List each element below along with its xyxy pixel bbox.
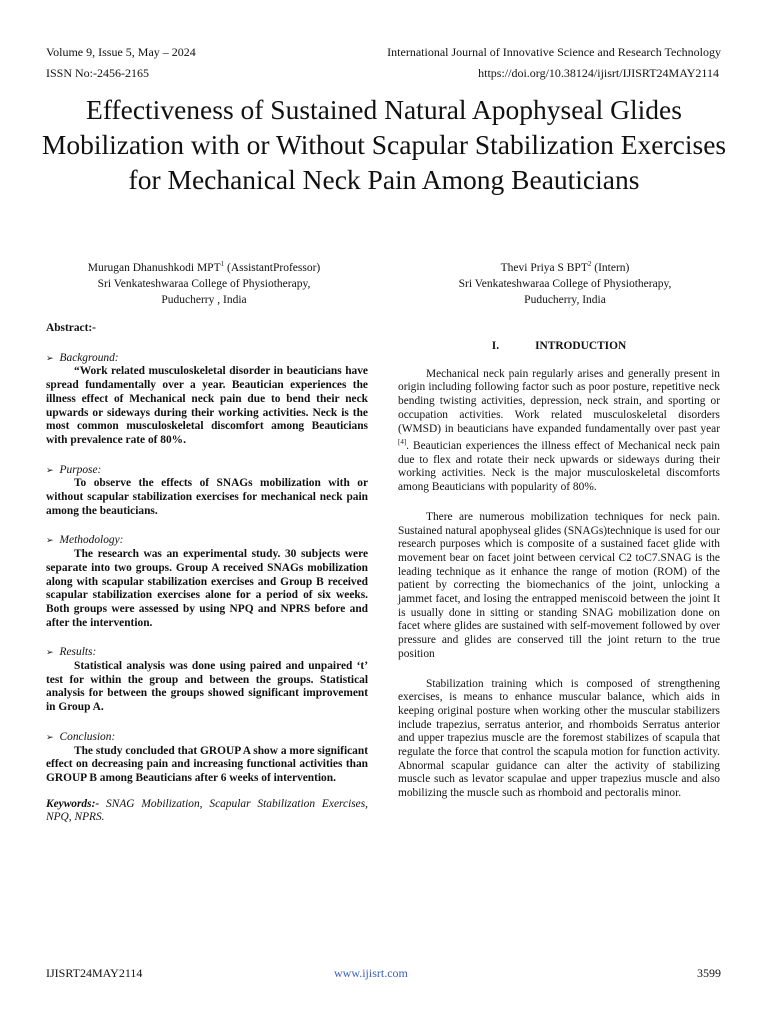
author-location: Puducherry, India bbox=[524, 293, 606, 306]
background-text: “Work related musculoskeletal disorder in beauticians have spread fundamentally over a year. Beautician experiences the illness effect of Mechanical neck pain due to bend their neck upwards or sideways during their working activities. Neck is the most common musculoskeletal discomfort among Beauticians with prevalence rate of 80%. bbox=[46, 365, 368, 446]
purpose-heading: ➢ Purpose: bbox=[46, 463, 102, 476]
arrow-bullet-icon: ➢ bbox=[46, 731, 54, 742]
intro-paragraph-1: Mechanical neck pain regularly arises and generally present in origin including following factor such as poor posture, repetitive neck bending twisting activities, depression, neck strain, and sporting or occupation activities. Work related musculoskeletal disorders (WMSD) in beauticians have expanded fundamentally over past year [4]. Beautician experiences the illness effect of Mechanical neck pain due to flex and rotate their neck upwards or sideways during their working activities. Neck is the major musculoskeletal discomforts among Beauticians with popularity of 80%. bbox=[398, 367, 720, 494]
background-heading: ➢ Background: bbox=[46, 351, 119, 364]
conclusion-text: The study concluded that GROUP A show a more significant effect on decreasing pain and increasing functional activities than GROUP B among Beauticians after 6 weeks of intervention. bbox=[46, 744, 368, 784]
conclusion-heading: ➢ Conclusion: bbox=[46, 730, 116, 743]
page-number: 3599 bbox=[697, 966, 721, 980]
journal-name: International Journal of Innovative Science and Research Technology bbox=[387, 45, 721, 59]
author-block-1 bbox=[34, 256, 374, 308]
methodology-heading: ➢ Methodology: bbox=[46, 534, 124, 547]
footer-id: IJISRT24MAY2114 bbox=[46, 966, 143, 980]
author-name: Murugan Dhanushkodi MPT bbox=[87, 261, 221, 274]
issn: ISSN No:-2456-2165 bbox=[46, 66, 150, 80]
author-block-2 bbox=[395, 256, 735, 308]
paper-title: Effectiveness of Sustained Natural Apophyseal Glides Mobilization with or Without Scapular Stabilization Exercises for Mechanical Neck Pain Among Beauticians bbox=[41, 94, 727, 195]
intro-paragraph-2: There are numerous mobilization techniques for neck pain. Sustained natural apophyseal glides (SNAGs)technique is used for our research purposes which is composite of a sustained facet glide with movement bear on facet joint between cervical C2 toC7.SNAG is the leading technique as it enhance the range of motion (ROM) of the patient by correcting the biomechanics of the joint, unlocking a jammet facet, and losing the entrapped meniscoid between the joint It is usually done in sitting or standing SNAG mobilization done on facet where glides are sustained with self-movement followed by over pressure and glides are conserved till the joint return to the true position bbox=[398, 510, 720, 660]
volume-info: Volume 9, Issue 5, May – 2024 bbox=[46, 45, 196, 59]
results-text: Statistical analysis was done using paired and unpaired ‘t’ test for within the group and between the groups. Statistical analysis for between the groups showed significant improvement in Group A. bbox=[46, 660, 368, 714]
introduction-column bbox=[398, 340, 720, 801]
section-heading: I. INTRODUCTION bbox=[491, 340, 627, 352]
arrow-bullet-icon: ➢ bbox=[46, 352, 54, 363]
author-affiliation: Sri Venkateshwaraa College of Physiotherapy, bbox=[97, 277, 311, 290]
abstract-label: Abstract:- bbox=[46, 322, 96, 334]
methodology-text: The research was an experimental study. 30 subjects were separate into two groups. Group A received SNAGs mobilization along with scapular stabilization exercises and Group B received scapular stabilization exercises alone for a period of six weeks. Both groups were assessed by using NPQ and NPRS before and after the intervention. bbox=[46, 548, 368, 629]
keywords: Keywords:- SNAG Mobilization, Scapular Stabilization Exercises, NPQ, NPRS. bbox=[46, 797, 368, 824]
arrow-bullet-icon: ➢ bbox=[46, 535, 54, 546]
arrow-bullet-icon: ➢ bbox=[46, 464, 54, 475]
footer-site-link[interactable]: www.ijisrt.com bbox=[334, 966, 408, 980]
author-superscript: 1 bbox=[220, 260, 225, 268]
author-role: (Intern) bbox=[591, 261, 630, 274]
author-location: Puducherry , India bbox=[161, 293, 247, 306]
author-affiliation: Sri Venkateshwaraa College of Physiotherapy, bbox=[458, 277, 672, 290]
results-heading: ➢ Results: bbox=[46, 646, 97, 659]
author-superscript: 2 bbox=[587, 260, 592, 268]
author-role: (AssistantProfessor) bbox=[224, 261, 321, 274]
intro-paragraph-3: Stabilization training which is composed of strengthening exercises, is means to enhance muscular balance, which aids in keeping original posture when working other the muscular stabilizers include trapezius, serratus anterior, and rhomboids Serratus anterior and upper trapezius muscle are the foremost stabilizes of scapula that regulate the force that control the scapula motion for function activity. Abnormal scapular guidance can alter the activity of stabilizing muscle such as levator scapulae and upper trapezius muscle and also mobilizing the muscle such as rhomboid and pectoralis minor. bbox=[398, 677, 720, 800]
abstract-column bbox=[46, 322, 368, 825]
author-name: Thevi Priya S BPT bbox=[500, 261, 588, 274]
arrow-bullet-icon: ➢ bbox=[46, 647, 54, 658]
purpose-text: To observe the effects of SNAGs mobilization with or without scapular stabilization exercises for mechanical neck pain among the beauticians. bbox=[46, 477, 368, 517]
citation-ref: [4] bbox=[398, 438, 407, 447]
doi-link[interactable]: https://doi.org/10.38124/ijisrt/IJISRT24MAY2114 bbox=[478, 66, 719, 80]
